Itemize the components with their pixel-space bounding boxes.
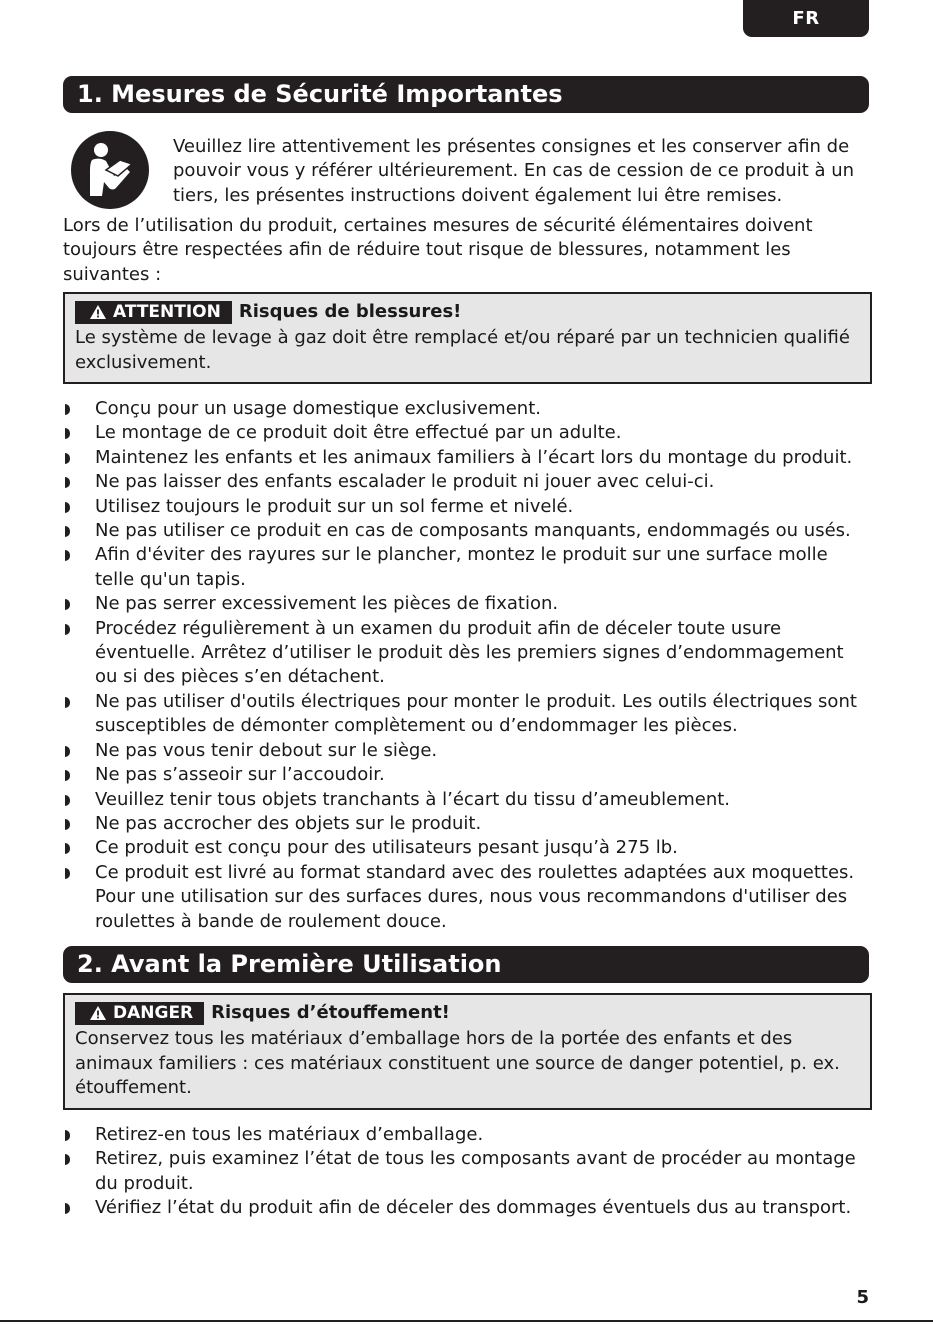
read-manual-icon: [70, 130, 150, 210]
lead-text: Lors de l’utilisation du produit, certaines mesures de sécurité élémentaires doivent toujours être respectées afin de réduire tout risque de blessures, notamment les suivantes :: [63, 215, 813, 285]
list-item: Vérifiez l’état du produit afin de déceler des dommages éventuels dus au transport.: [63, 1196, 871, 1220]
danger-text: Conservez tous les matériaux d’emballage hors de la portée des enfants et des animaux familiers : ces matériaux constituent une source de danger potentiel, p. ex. étouffement.: [75, 1028, 840, 1099]
list-item: Utilisez toujours le produit sur un sol ferme et nivelé.: [63, 495, 871, 519]
list-item: Ne pas utiliser d'outils électriques pour monter le produit. Les outils électriques sont susceptibles de démonter complètement ou d’endommager les pièces.: [63, 690, 871, 739]
attention-warning-box: [63, 292, 872, 384]
danger-badge: [75, 1002, 204, 1025]
list-item: Ne pas serrer excessivement les pièces de fixation.: [63, 592, 871, 616]
list-item: Ce produit est livré au format standard avec des roulettes adaptées aux moquettes. Pour une utilisation sur des surfaces dures, nous vous recommandons d'utiliser des roulettes à bande de roulement douce.: [63, 861, 871, 934]
list-item: Afin d'éviter des rayures sur le plancher, montez le produit sur une surface molle telle qu'un tapis.: [63, 543, 871, 592]
warning-triangle-icon: [90, 305, 106, 319]
attention-badge: [75, 301, 232, 324]
list-item: Maintenez les enfants et les animaux familiers à l’écart lors du montage du produit.: [63, 446, 871, 470]
danger-label: DANGER: [113, 1003, 194, 1023]
safety-list: [63, 397, 871, 934]
list-item: Ne pas vous tenir debout sur le siège.: [63, 739, 871, 763]
danger-title: Risques d’étouffement!: [211, 1002, 450, 1023]
list-item: Le montage de ce produit doit être effectué par un adulte.: [63, 421, 871, 445]
attention-text: Le système de levage à gaz doit être remplacé et/ou réparé par un technicien qualifié exclusivement.: [75, 327, 850, 373]
section-2-title: 2. Avant la Première Utilisation: [63, 946, 869, 983]
list-item: Veuillez tenir tous objets tranchants à l’écart du tissu d’ameublement.: [63, 788, 871, 812]
page-number: 5: [856, 1287, 869, 1308]
list-item: Ce produit est conçu pour des utilisateurs pesant jusqu’à 275 lb.: [63, 836, 871, 860]
before-use-list: [63, 1123, 871, 1221]
list-item: Ne pas laisser des enfants escalader le produit ni jouer avec celui-ci.: [63, 470, 871, 494]
list-item: Retirez-en tous les matériaux d’emballage.: [63, 1123, 871, 1147]
list-item: Procédez régulièrement à un examen du produit afin de déceler toute usure éventuelle. Arrêtez d’utiliser le produit dès les premiers signes d’endommagement ou si des pièces s’en détachent.: [63, 617, 871, 690]
list-item: Conçu pour un usage domestique exclusivement.: [63, 397, 871, 421]
language-tab: FR: [743, 0, 869, 37]
list-item: Ne pas s’asseoir sur l’accoudoir.: [63, 763, 871, 787]
warning-triangle-icon: [90, 1006, 106, 1020]
attention-label: ATTENTION: [113, 302, 221, 322]
list-item: Ne pas utiliser ce produit en cas de composants manquants, endommagés ou usés.: [63, 519, 871, 543]
attention-title: Risques de blessures!: [238, 301, 462, 322]
bottom-divider: [0, 1320, 933, 1322]
list-item: Retirez, puis examinez l’état de tous les composants avant de procéder au montage du produit.: [63, 1147, 871, 1196]
intro-text: Veuillez lire attentivement les présentes consignes et les conserver afin de pouvoir vous y référer ultérieurement. En cas de cession de ce produit à un tiers, les présentes instructions doivent également lui être remises.: [173, 136, 855, 206]
list-item: Ne pas accrocher des objets sur le produit.: [63, 812, 871, 836]
danger-warning-box: [63, 993, 872, 1110]
section-1-title: 1. Mesures de Sécurité Importantes: [63, 76, 869, 113]
